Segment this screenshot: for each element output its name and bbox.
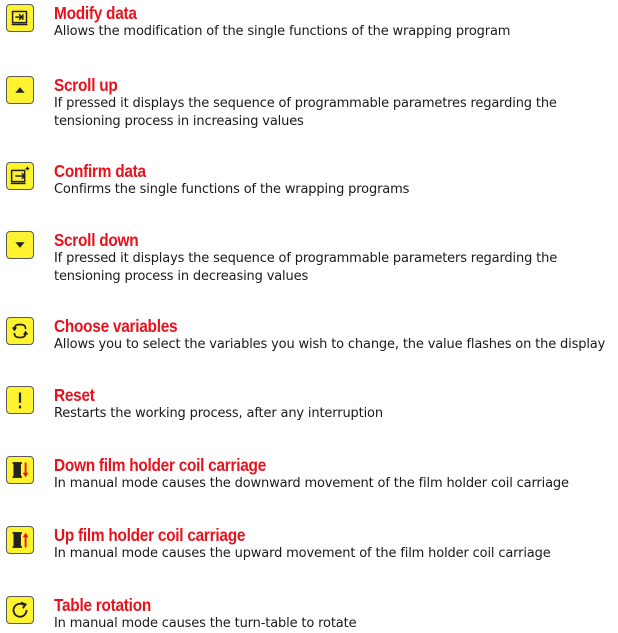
modify-data-icon xyxy=(6,4,34,32)
item-title: Table rotation xyxy=(54,595,151,615)
choose-variables-icon xyxy=(6,317,34,345)
item-description: Restarts the working process, after any interruption xyxy=(54,406,383,421)
reset-icon xyxy=(6,386,34,414)
item-description: In manual mode causes the upward movement of the film holder coil carriage xyxy=(54,546,551,561)
scroll-up-icon xyxy=(6,76,34,104)
film-carriage-up-icon xyxy=(6,526,34,554)
item-description: If pressed it displays the sequence of programmable parametres regarding the tensioning process in increasing values xyxy=(54,96,557,129)
item-title: Confirm data xyxy=(54,161,146,181)
table-rotation-icon xyxy=(6,596,34,624)
item-title: Up film holder coil carriage xyxy=(54,525,246,545)
item-title: Down film holder coil carriage xyxy=(54,455,267,475)
item-title: Scroll down xyxy=(54,230,139,250)
item-description: Confirms the single functions of the wrapping programs xyxy=(54,182,410,197)
item-description: Allows the modification of the single functions of the wrapping program xyxy=(54,24,511,39)
item-description: Allows you to select the variables you wish to change, the value flashes on the display xyxy=(54,337,606,352)
film-carriage-down-icon xyxy=(6,456,34,484)
item-title: Modify data xyxy=(54,3,137,23)
item-description: In manual mode causes the downward movement of the film holder coil carriage xyxy=(54,476,569,491)
item-description: In manual mode causes the turn-table to rotate xyxy=(54,616,357,631)
scroll-down-icon xyxy=(6,231,34,259)
item-title: Choose variables xyxy=(54,316,178,336)
confirm-data-icon xyxy=(6,162,34,190)
item-title: Scroll up xyxy=(54,75,118,95)
item-title: Reset xyxy=(54,385,95,405)
item-description: If pressed it displays the sequence of programmable parameters regarding the tensioning process in decreasing values xyxy=(54,251,558,284)
